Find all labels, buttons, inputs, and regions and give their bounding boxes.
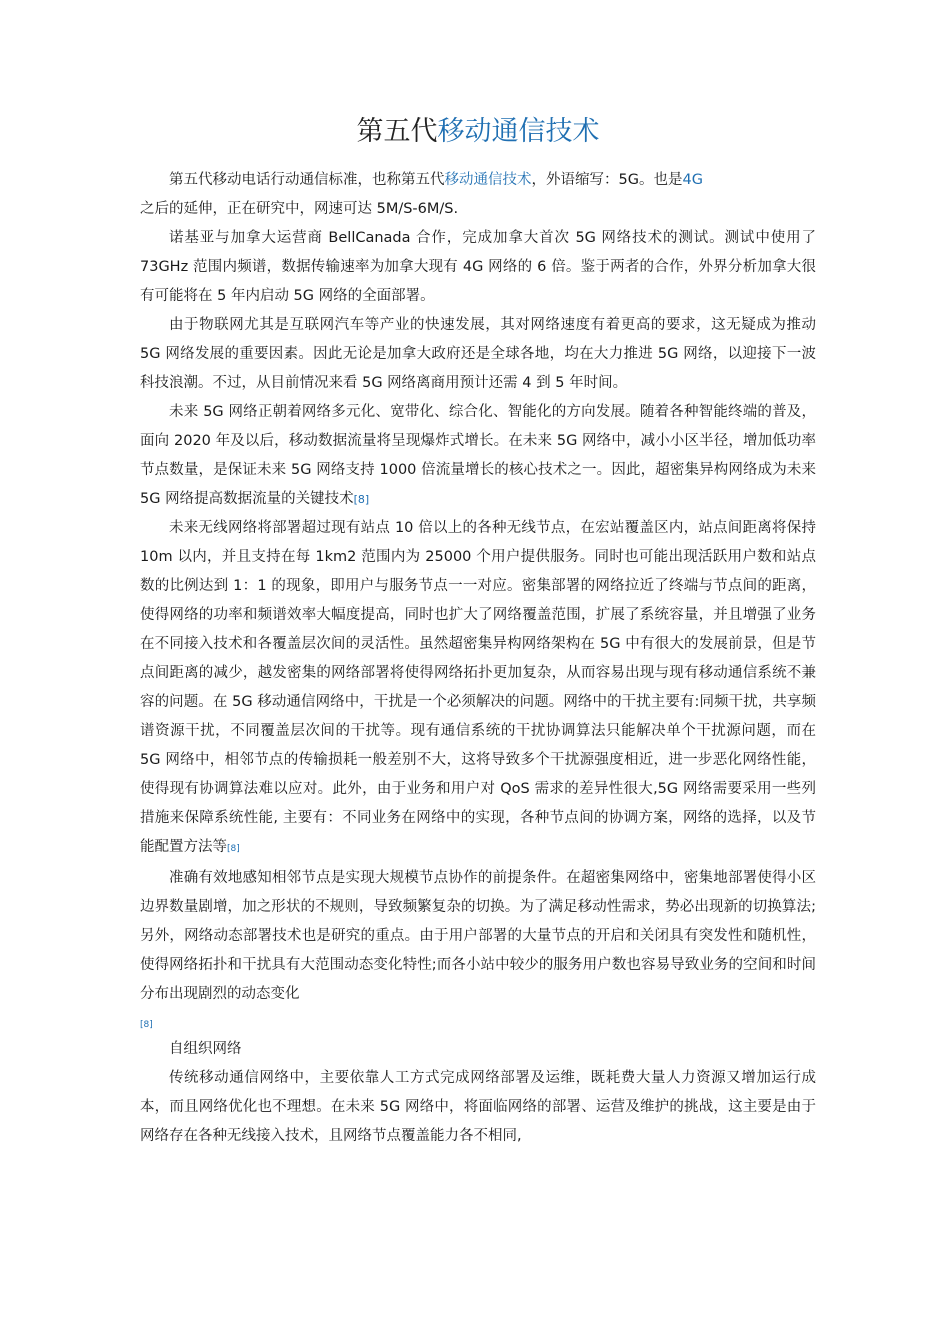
- reference-link[interactable]: [8]: [140, 1020, 153, 1030]
- title-link[interactable]: 移动通信技术: [437, 116, 600, 147]
- intro-text-3: 之后的延伸，正在研究中，网速可达 5M/S-6M/S.: [140, 201, 459, 217]
- 4g-link[interactable]: 4G: [682, 172, 703, 188]
- intro-text-2: ，外语缩写：5G。也是: [531, 172, 683, 188]
- mobile-comm-link[interactable]: 移动通信技术: [444, 172, 532, 188]
- title-prefix: 第五代: [356, 116, 438, 147]
- future-5g-text: 未来 5G 网络正朝着网络多元化、宽带化、综合化、智能化的方向发展。随着各种智能终端的普及，面向 2020 年及以后，移动数据流量将呈现爆炸式增长。在未来 5G 网络中，减小小区半径，增加低功率节点数量，是保证未来 5G 网络支持 1000 倍流量增长的核心技术之一。因此，超密集异构网络成为未来 5G 网络提高数据流量的关键技术: [140, 404, 816, 507]
- neighbor-sensing-text: 准确有效地感知相邻节点是实现大规模节点协作的前提条件。在超密集网络中，密集地部署使得小区边界数量剧增，加之形状的不规则，导致频繁复杂的切换。为了满足移动性需求，势必出现新的切换算法;另外，网络动态部署技术也是研究的重点。由于用户部署的大量节点的开启和关闭具有突发性和随机性，使得网络拓扑和干扰具有大范围动态变化特性;而各小站中较少的服务用户数也容易导致业务的空间和时间分布出现剧烈的动态变化: [140, 870, 816, 1002]
- section-heading-son: 自组织网络: [169, 1041, 242, 1057]
- paragraph-son: 传统移动通信网络中，主要依靠人工方式完成网络部署及运维，既耗费大量人力资源又增加运行成本，而且网络优化也不理想。在未来 5G 网络中，将面临网络的部署、运营及维护的挑战，这主要是由于网络存在各种无线接入技术，且网络节点覆盖能力各不相同,: [140, 1070, 816, 1144]
- reference-line: [140, 1013, 816, 1035]
- paragraph-iot: 由于物联网尤其是互联网汽车等产业的快速发展，其对网络速度有着更高的要求，这无疑成为推动 5G 网络发展的重要因素。因此无论是加拿大政府还是全球各地，均在大力推进 5G 网络，以迎接下一波科技浪潮。不过，从目前情况来看 5G 网络离商用预计还需 4 到 5 年时间。: [140, 317, 816, 391]
- article-body: [140, 166, 816, 1151]
- paragraph-neighbor-sensing: [140, 864, 816, 1009]
- paragraph-nokia: 诺基亚与加拿大运营商 BellCanada 合作，完成加拿大首次 5G 网络技术的测试。测试中使用了 73GHz 范围内频谱，数据传输速率为加拿大现有 4G 网络的 6 倍。鉴于两者的合作，外界分析加拿大很有可能将在 5 年内启动 5G 网络的全面部署。: [140, 230, 816, 304]
- reference-link[interactable]: [8]: [227, 844, 240, 854]
- page-title: [140, 112, 816, 152]
- paragraph-intro-cont: [140, 195, 816, 224]
- dense-network-text: 未来无线网络将部署超过现有站点 10 倍以上的各种无线节点，在宏站覆盖区内，站点间距离将保持 10m 以内，并且支持在每 1km2 范围内为 25000 个用户提供服务。同时也可能出现活跃用户数和站点数的比例达到 1：1 的现象，即用户与服务节点一一对应。密集部署的网络拉近了终端与节点间的距离，使得网络的功率和频谱效率大幅度提高，同时也扩大了网络覆盖范围，扩展了系统容量，并且增强了业务在不同接入技术和各覆盖层次间的灵活性。虽然超密集异构网络架构在 5G 中有很大的发展前景，但是节点间距离的减少，越发密集的网络部署将使得网络拓扑更加复杂，从而容易出现与现有移动通信系统不兼容的问题。在 5G 移动通信网络中，干扰是一个必须解决的问题。网络中的干扰主要有:同频干扰，共享频谱资源干扰，不同覆盖层次间的干扰等。现有通信系统的干扰协调算法只能解决单个干扰源问题，而在 5G 网络中，相邻节点的传输损耗一般差别不大，这将导致多个干扰源强度相近，进一步恶化网络性能，使得现有协调算法难以应对。此外，由于业务和用户对 QoS 需求的差异性很大,5G 网络需要采用一些列措施来保障系统性能, 主要有：不同业务在网络中的实现，各种节点间的协调方案，网络的选择，以及节能配置方法等: [140, 520, 816, 855]
- paragraph-dense-network: [140, 514, 816, 864]
- paragraph-future-5g: [140, 398, 816, 514]
- paragraph-intro: [140, 166, 816, 195]
- intro-text-1: 第五代移动电话行动通信标准，也称第五代: [169, 172, 445, 188]
- reference-link[interactable]: [8]: [353, 493, 370, 506]
